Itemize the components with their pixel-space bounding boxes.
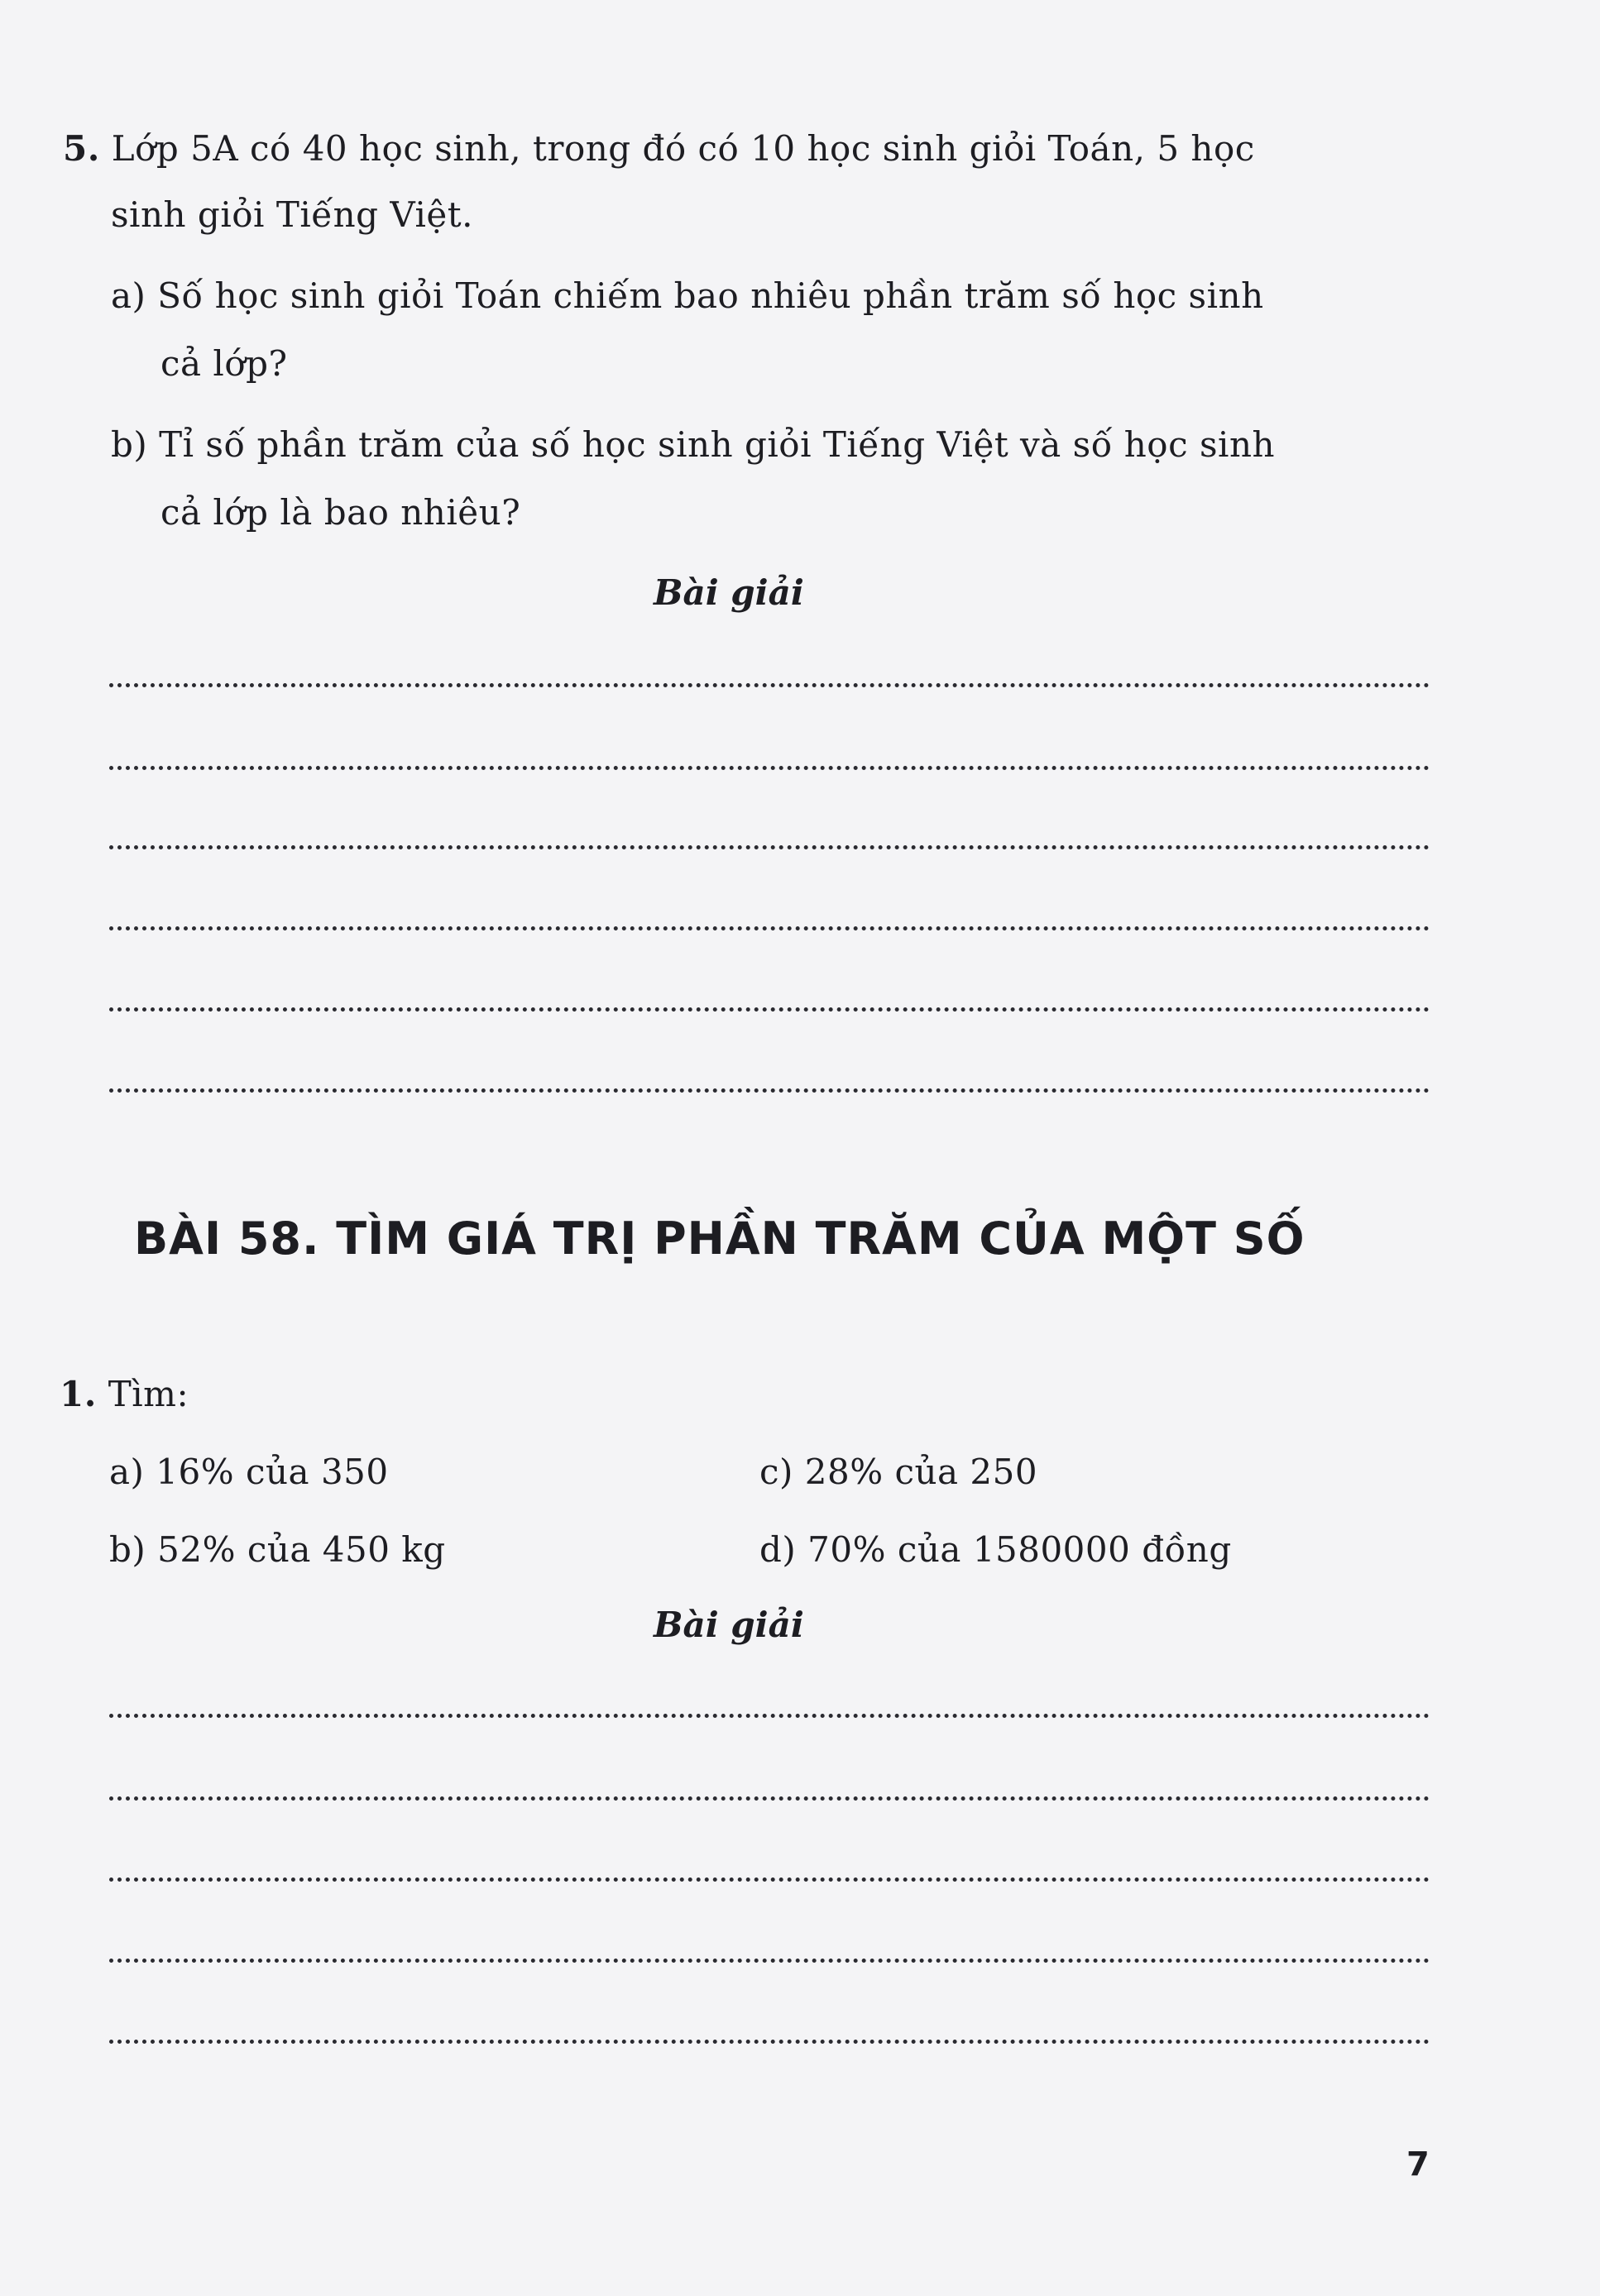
answer-line xyxy=(109,1877,1430,1882)
answer-line xyxy=(109,1088,1430,1093)
exercise-5-part-b-1: b) Tỉ số phần trăm của số học sinh giỏi Tiếng Việt và số học sinh xyxy=(111,424,1276,465)
exercise-1-header xyxy=(60,1371,189,1418)
exercise-5-line1 xyxy=(63,126,1255,172)
exercise-5-text-1: Lớp 5A có 40 học sinh, trong đó có 10 học sinh giỏi Toán, 5 học xyxy=(111,128,1255,169)
answer-line xyxy=(109,1714,1430,1718)
answer-line xyxy=(109,1796,1430,1801)
exercise-5-part-b-2: cả lớp là bao nhiêu? xyxy=(160,492,521,533)
answer-line xyxy=(109,683,1430,687)
exercise-5-number: 5. xyxy=(63,128,100,169)
answer-line xyxy=(109,1959,1430,1963)
page-number: 7 xyxy=(1406,2145,1430,2184)
exercise-1-prompt: Tìm: xyxy=(108,1374,189,1414)
answer-line xyxy=(109,1007,1430,1012)
exercise-1-solution-heading: Bài giải xyxy=(654,1605,804,1645)
section-title: BÀI 58. TÌM GIÁ TRỊ PHẦN TRĂM CỦA MỘT SỐ xyxy=(134,1213,1305,1265)
exercise-5-solution-heading: Bài giải xyxy=(654,572,804,613)
answer-line xyxy=(109,2040,1430,2044)
exercise-1-item-c: c) 28% của 250 xyxy=(759,1452,1038,1492)
exercise-5-text-2: sinh giỏi Tiếng Việt. xyxy=(111,194,474,235)
exercise-1-item-a: a) 16% của 350 xyxy=(109,1452,389,1492)
exercise-1-item-b: b) 52% của 450 kg xyxy=(109,1529,446,1570)
exercise-1-item-d: d) 70% của 1580000 đồng xyxy=(759,1529,1232,1570)
answer-line xyxy=(109,845,1430,849)
exercise-5-part-a-1: a) Số học sinh giỏi Toán chiếm bao nhiêu phần trăm số học sinh xyxy=(111,275,1264,316)
exercise-1-number: 1. xyxy=(60,1374,97,1414)
answer-line xyxy=(109,766,1430,770)
answer-line xyxy=(109,926,1430,930)
exercise-5-part-a-2: cả lớp? xyxy=(160,343,288,384)
